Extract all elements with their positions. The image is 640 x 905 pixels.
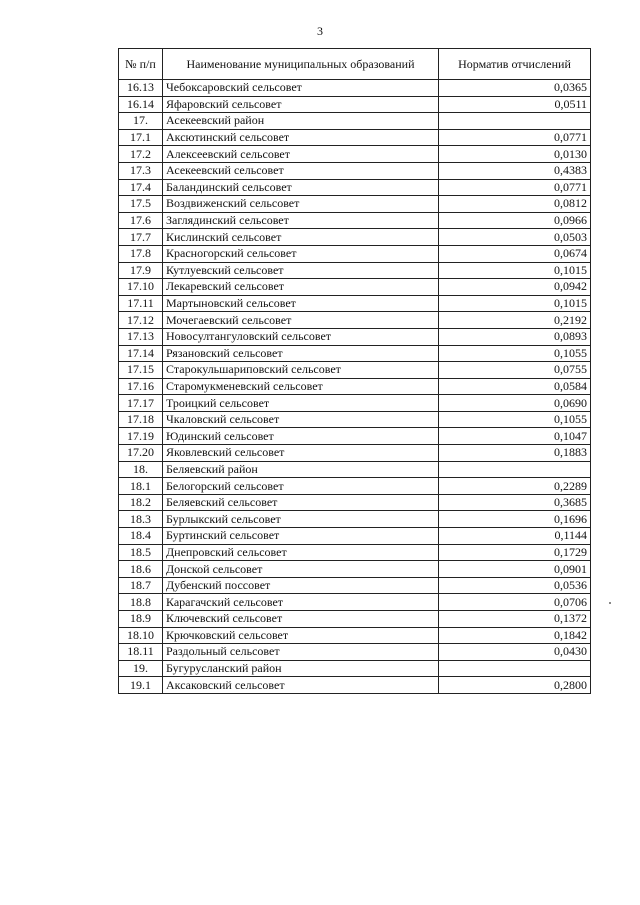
- table-header-row: [119, 49, 591, 80]
- deduction-rate: 0,1372: [439, 611, 591, 628]
- municipality-name: Яковлевский сельсовет: [163, 445, 439, 462]
- municipality-name: Воздвиженский сельсовет: [163, 196, 439, 213]
- deduction-rate: 0,0812: [439, 196, 591, 213]
- table-row: [119, 561, 591, 578]
- row-number: 17.7: [119, 229, 163, 246]
- deduction-rate: [439, 461, 591, 478]
- municipality-name: Заглядинский сельсовет: [163, 212, 439, 229]
- table-row: [119, 461, 591, 478]
- deduction-rate: 0,1055: [439, 411, 591, 428]
- deduction-rate: 0,0942: [439, 279, 591, 296]
- municipality-name: Буртинский сельсовет: [163, 528, 439, 545]
- table-row: [119, 279, 591, 296]
- row-number: 18.4: [119, 528, 163, 545]
- row-number: 18.6: [119, 561, 163, 578]
- row-number: 17.3: [119, 162, 163, 179]
- row-number: 17.17: [119, 395, 163, 412]
- deduction-rate: 0,0893: [439, 328, 591, 345]
- deduction-rate: 0,0706: [439, 594, 591, 611]
- municipality-name: Кислинский сельсовет: [163, 229, 439, 246]
- deduction-rate: [439, 660, 591, 677]
- row-number: 18.3: [119, 511, 163, 528]
- municipality-name: Красногорский сельсовет: [163, 245, 439, 262]
- row-number: 17.: [119, 113, 163, 130]
- row-number: 17.1: [119, 129, 163, 146]
- table-row: [119, 345, 591, 362]
- municipality-name: Чебоксаровский сельсовет: [163, 80, 439, 97]
- deduction-rate: 0,2192: [439, 312, 591, 329]
- municipality-name: Троицкий сельсовет: [163, 395, 439, 412]
- table-row: [119, 428, 591, 445]
- row-number: 17.6: [119, 212, 163, 229]
- table-row: [119, 96, 591, 113]
- table-row: [119, 328, 591, 345]
- table-row: [119, 245, 591, 262]
- row-number: 17.15: [119, 362, 163, 379]
- row-number: 17.10: [119, 279, 163, 296]
- table-row: [119, 312, 591, 329]
- row-number: 17.5: [119, 196, 163, 213]
- row-number: 17.13: [119, 328, 163, 345]
- municipality-name: Дубенский поссовет: [163, 577, 439, 594]
- table-body: [119, 80, 591, 694]
- table-row: [119, 478, 591, 495]
- deduction-rate: 0,0503: [439, 229, 591, 246]
- table-row: [119, 494, 591, 511]
- table-row: [119, 411, 591, 428]
- row-number: 17.8: [119, 245, 163, 262]
- row-number: 17.18: [119, 411, 163, 428]
- municipality-name: Беляевский сельсовет: [163, 494, 439, 511]
- row-number: 17.20: [119, 445, 163, 462]
- row-number: 18.10: [119, 627, 163, 644]
- header-number: № п/п: [119, 49, 163, 80]
- deduction-rate: 0,3685: [439, 494, 591, 511]
- municipality-name: Юдинский сельсовет: [163, 428, 439, 445]
- municipality-name: Мочегаевский сельсовет: [163, 312, 439, 329]
- deduction-rate: 0,0511: [439, 96, 591, 113]
- deduction-rate: 0,1696: [439, 511, 591, 528]
- table-row: [119, 212, 591, 229]
- table-row: [119, 80, 591, 97]
- table-row: [119, 660, 591, 677]
- row-number: 18.: [119, 461, 163, 478]
- deduction-rate: 0,0430: [439, 644, 591, 661]
- deduction-rate: 0,1729: [439, 544, 591, 561]
- deduction-rate: 0,1842: [439, 627, 591, 644]
- table-row: [119, 644, 591, 661]
- deduction-rate: 0,4383: [439, 162, 591, 179]
- deduction-rate: 0,0771: [439, 129, 591, 146]
- municipality-name: Аксютинский сельсовет: [163, 129, 439, 146]
- row-number: 17.9: [119, 262, 163, 279]
- deduction-rate: 0,0755: [439, 362, 591, 379]
- table-row: [119, 594, 591, 611]
- deduction-rate: 0,1055: [439, 345, 591, 362]
- municipality-name: Днепровский сельсовет: [163, 544, 439, 561]
- row-number: 17.11: [119, 295, 163, 312]
- municipality-name: Аксаковский сельсовет: [163, 677, 439, 694]
- row-number: 18.2: [119, 494, 163, 511]
- municipality-name: Бугурусланский район: [163, 660, 439, 677]
- municipality-name: Карагачский сельсовет: [163, 594, 439, 611]
- municipality-name: Асекеевский район: [163, 113, 439, 130]
- row-number: 18.1: [119, 478, 163, 495]
- row-number: 18.5: [119, 544, 163, 561]
- deduction-rate: 0,0901: [439, 561, 591, 578]
- municipality-name: Старокульшариповский сельсовет: [163, 362, 439, 379]
- table-row: [119, 229, 591, 246]
- municipality-name: Новосултангуловский сельсовет: [163, 328, 439, 345]
- table-row: [119, 445, 591, 462]
- row-number: 16.14: [119, 96, 163, 113]
- scan-speck: [609, 602, 611, 604]
- table-row: [119, 179, 591, 196]
- row-number: 19.: [119, 660, 163, 677]
- municipality-name: Бурлыкский сельсовет: [163, 511, 439, 528]
- deduction-rate: 0,0690: [439, 395, 591, 412]
- deduction-rate: 0,0536: [439, 577, 591, 594]
- municipality-name: Лекаревский сельсовет: [163, 279, 439, 296]
- municipality-name: Донской сельсовет: [163, 561, 439, 578]
- row-number: 18.8: [119, 594, 163, 611]
- row-number: 18.11: [119, 644, 163, 661]
- deduction-rate: 0,0130: [439, 146, 591, 163]
- deduction-rate: 0,1015: [439, 295, 591, 312]
- table-row: [119, 627, 591, 644]
- deduction-rate: [439, 113, 591, 130]
- table-row: [119, 362, 591, 379]
- table-row: [119, 196, 591, 213]
- deduction-rate: 0,1015: [439, 262, 591, 279]
- row-number: 17.19: [119, 428, 163, 445]
- deduction-rate: 0,1047: [439, 428, 591, 445]
- table-row: [119, 528, 591, 545]
- municipality-name: Кутлуевский сельсовет: [163, 262, 439, 279]
- table-row: [119, 378, 591, 395]
- table-row: [119, 577, 591, 594]
- row-number: 17.4: [119, 179, 163, 196]
- deduction-rate: 0,0584: [439, 378, 591, 395]
- municipality-name: Раздольный сельсовет: [163, 644, 439, 661]
- municipality-name: Беляевский район: [163, 461, 439, 478]
- deduction-rate: 0,0365: [439, 80, 591, 97]
- deduction-rate: 0,1883: [439, 445, 591, 462]
- table-row: [119, 129, 591, 146]
- municipality-name: Рязановский сельсовет: [163, 345, 439, 362]
- table-row: [119, 295, 591, 312]
- table-row: [119, 395, 591, 412]
- municipality-name: Алексеевский сельсовет: [163, 146, 439, 163]
- row-number: 19.1: [119, 677, 163, 694]
- table-row: [119, 162, 591, 179]
- row-number: 17.16: [119, 378, 163, 395]
- table-row: [119, 611, 591, 628]
- row-number: 17.14: [119, 345, 163, 362]
- page-number: 3: [317, 24, 323, 38]
- row-number: 17.12: [119, 312, 163, 329]
- table-row: [119, 146, 591, 163]
- row-number: 18.7: [119, 577, 163, 594]
- municipality-name: Крючковский сельсовет: [163, 627, 439, 644]
- deduction-rate: 0,0674: [439, 245, 591, 262]
- table-row: [119, 677, 591, 694]
- table-row: [119, 511, 591, 528]
- municipality-name: Асекеевский сельсовет: [163, 162, 439, 179]
- normatives-table: [118, 48, 591, 694]
- municipality-name: Ключевский сельсовет: [163, 611, 439, 628]
- header-municipality-name: Наименование муниципальных образований: [163, 49, 439, 80]
- municipality-name: Мартыновский сельсовет: [163, 295, 439, 312]
- municipality-name: Яфаровский сельсовет: [163, 96, 439, 113]
- table-row: [119, 262, 591, 279]
- header-deduction-rate: Норматив отчислений: [439, 49, 591, 80]
- municipality-name: Чкаловский сельсовет: [163, 411, 439, 428]
- municipality-name: Баландинский сельсовет: [163, 179, 439, 196]
- table-row: [119, 544, 591, 561]
- municipality-name: Старомукменевский сельсовет: [163, 378, 439, 395]
- deduction-rate: 0,2800: [439, 677, 591, 694]
- deduction-rate: 0,0966: [439, 212, 591, 229]
- deduction-rate: 0,2289: [439, 478, 591, 495]
- deduction-rate: 0,1144: [439, 528, 591, 545]
- row-number: 16.13: [119, 80, 163, 97]
- row-number: 18.9: [119, 611, 163, 628]
- deduction-rate: 0,0771: [439, 179, 591, 196]
- municipality-name: Белогорский сельсовет: [163, 478, 439, 495]
- row-number: 17.2: [119, 146, 163, 163]
- table-row: [119, 113, 591, 130]
